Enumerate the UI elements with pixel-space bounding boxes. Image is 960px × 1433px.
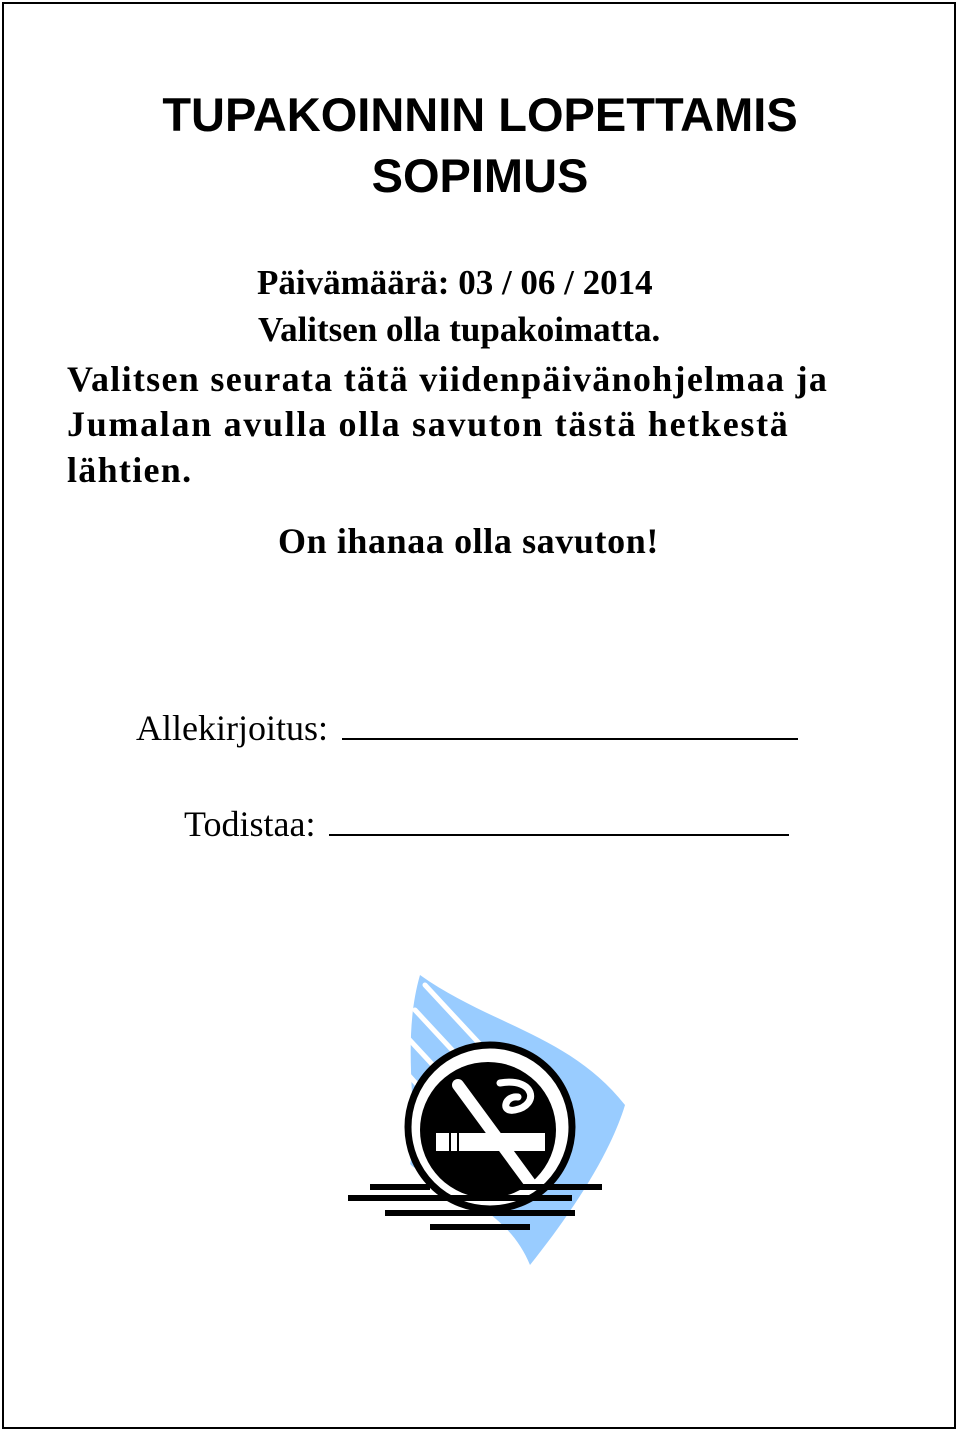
signature-label: Allekirjoitus: <box>136 708 328 748</box>
commitment-line-1: Valitsen seurata tätä viidenpäivänohjelmaa ja <box>67 359 829 399</box>
choose-statement: Valitsen olla tupakoimatta. <box>258 310 661 349</box>
signature-row <box>136 710 798 746</box>
witness-row <box>184 806 789 842</box>
commitment-line-3: lähtien. <box>67 450 193 490</box>
no-smoking-icon <box>340 965 640 1275</box>
closing-statement: On ihanaa olla savuton! <box>278 521 659 561</box>
witness-field[interactable] <box>329 806 789 836</box>
date-line: Päivämäärä: 03 / 06 / 2014 <box>257 263 653 302</box>
title-line-1: TUPAKOINNIN LOPETTAMIS <box>162 88 798 141</box>
commitment-line-2: Jumalan avulla olla savuton tästä hetkestä <box>67 404 790 444</box>
witness-label: Todistaa: <box>184 804 316 844</box>
title-line-2: SOPIMUS <box>371 149 589 202</box>
signature-field[interactable] <box>342 710 798 740</box>
